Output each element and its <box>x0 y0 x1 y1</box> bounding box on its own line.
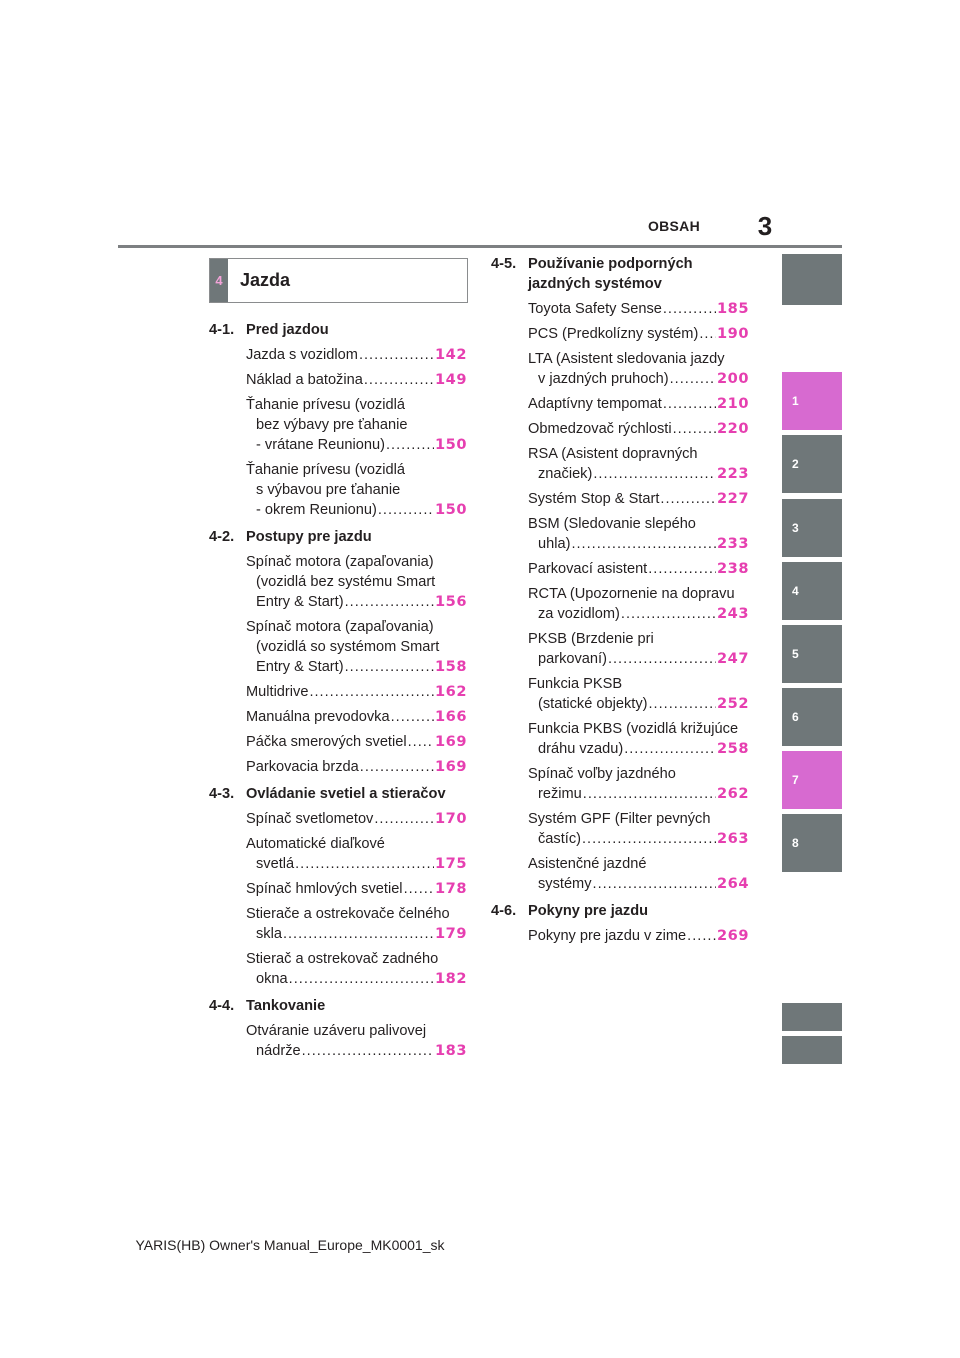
chapter-tab-6[interactable]: 6 <box>782 688 842 746</box>
section-box <box>209 258 468 303</box>
toc-page-number[interactable]: 149 <box>435 371 467 388</box>
toc-group-title: Pokyny pre jazdu <box>528 903 649 919</box>
dot-leader <box>374 809 434 829</box>
toc-entry-last-line <box>528 784 749 804</box>
toc-left-column <box>209 320 467 1068</box>
toc-page-number[interactable]: 150 <box>435 436 467 453</box>
toc-entry-text: Toyota Safety Sense <box>528 301 662 317</box>
toc-entry[interactable] <box>528 764 749 804</box>
toc-entry-last-line <box>246 809 467 829</box>
toc-entry-text: RSA (Asistent dopravných <box>528 446 698 462</box>
dot-leader <box>649 694 717 714</box>
toc-entry-text: parkovaní) <box>538 651 607 667</box>
toc-entry-last-line <box>246 757 467 777</box>
toc-entry-text: Obmedzovač rýchlosti <box>528 421 672 437</box>
toc-group-title: Používanie podporných jazdných systémov <box>528 256 693 292</box>
toc-entry-text: Funkcia PKSB <box>528 676 623 692</box>
toc-entry-text: Funkcia PKBS (vozidlá križujúce <box>528 721 739 737</box>
toc-entry-last-line <box>246 370 467 390</box>
toc-page-number[interactable]: 175 <box>435 855 467 872</box>
toc-entry-last-line <box>246 657 467 677</box>
toc-entry[interactable] <box>528 584 749 624</box>
dot-leader <box>571 534 716 554</box>
toc-entry[interactable] <box>246 879 467 899</box>
toc-group-number: 4-5. <box>491 256 517 272</box>
toc-group-title: Pred jazdou <box>246 322 329 338</box>
toc-entry[interactable] <box>246 345 467 365</box>
toc-entry-text: (statické objekty) <box>538 696 648 712</box>
toc-entry-text: v jazdných pruhoch) <box>538 371 669 387</box>
dot-leader <box>309 682 434 702</box>
toc-entry-last-line <box>246 1041 467 1061</box>
toc-entry-last-line <box>246 732 467 752</box>
toc-entry[interactable] <box>246 949 467 989</box>
toc-entry[interactable] <box>528 854 749 894</box>
toc-entry-text: svetlá <box>256 856 295 872</box>
toc-entry-text: bez výbavy pre ťahanie <box>256 417 408 433</box>
toc-entry-text: Páčka smerových svetiel <box>246 734 407 750</box>
toc-entry[interactable] <box>528 489 749 509</box>
toc-page-number[interactable]: 183 <box>435 1042 467 1059</box>
toc-entry-text: Parkovacia brzda <box>246 759 359 775</box>
dot-leader <box>345 657 434 677</box>
toc-entry[interactable] <box>528 514 749 554</box>
toc-page-number[interactable]: 179 <box>435 925 467 942</box>
toc-page-number[interactable]: 263 <box>717 830 749 847</box>
dot-leader <box>593 874 717 894</box>
toc-group-heading <box>209 320 467 340</box>
toc-group <box>491 901 749 946</box>
toc-right-column <box>491 254 749 953</box>
toc-entry-last-line <box>528 874 749 894</box>
dot-leader <box>345 592 434 612</box>
toc-entry-text: nádrže <box>256 1043 301 1059</box>
dot-leader <box>408 732 434 752</box>
toc-group-heading <box>491 901 749 921</box>
toc-entry[interactable] <box>528 349 749 389</box>
toc-entry-text: značiek) <box>538 466 593 482</box>
toc-entry[interactable] <box>246 809 467 829</box>
toc-entry-last-line <box>246 435 467 455</box>
toc-entry[interactable] <box>528 394 749 414</box>
toc-entry[interactable] <box>528 559 749 579</box>
toc-entry-text: Pokyny pre jazdu v zime <box>528 928 687 944</box>
toc-page-number[interactable]: 190 <box>717 325 749 342</box>
header-rule <box>118 245 842 248</box>
toc-entry-text: Entry & Start) <box>256 594 344 610</box>
toc-entry-last-line <box>246 969 467 989</box>
toc-group-title: Ovládanie svetiel a stieračov <box>246 786 446 802</box>
toc-entry-last-line <box>246 854 467 874</box>
toc-page-number[interactable]: 169 <box>435 733 467 750</box>
toc-group-number: 4-4. <box>209 998 235 1014</box>
toc-group-title: Tankovanie <box>246 998 326 1014</box>
toc-entry[interactable] <box>246 460 467 520</box>
dot-leader <box>302 1041 434 1061</box>
toc-entry-text: - vrátane Reunionu) <box>256 437 385 453</box>
chapter-tab-blank[interactable] <box>782 254 842 305</box>
toc-page-number[interactable]: 158 <box>435 658 467 675</box>
toc-entry[interactable] <box>528 324 749 344</box>
dot-leader <box>663 299 716 319</box>
toc-entry-last-line <box>528 464 749 484</box>
toc-page-number[interactable]: 150 <box>435 501 467 518</box>
toc-entry-last-line <box>528 739 749 759</box>
toc-entry[interactable] <box>246 834 467 874</box>
toc-entry-text: LTA (Asistent sledovania jazdy <box>528 351 725 367</box>
toc-entry-text: Asistenčné jazdné <box>528 856 647 872</box>
dot-leader <box>283 924 434 944</box>
toc-page-number[interactable]: 156 <box>435 593 467 610</box>
toc-entry-text: Manuálna prevodovka <box>246 709 390 725</box>
header-title: OBSAH <box>647 218 700 234</box>
toc-entry[interactable] <box>528 444 749 484</box>
toc-entry-text: dráhu vzadu) <box>538 741 624 757</box>
toc-entry-text: PCS (Predkolízny systém) <box>528 326 699 342</box>
toc-entry-text: Otváranie uzáveru palivovej <box>246 1023 427 1039</box>
toc-entry-text: Spínač hmlových svetiel <box>246 881 403 897</box>
dot-leader <box>660 489 716 509</box>
toc-entry-last-line <box>246 682 467 702</box>
toc-entry-last-line <box>528 649 749 669</box>
chapter-tab-1[interactable]: 1 <box>782 372 842 430</box>
toc-entry-text: (vozidlá bez systému Smart <box>256 574 436 590</box>
toc-page-number[interactable]: 185 <box>717 300 749 317</box>
toc-entry-last-line <box>246 707 467 727</box>
toc-entry[interactable] <box>246 682 467 702</box>
toc-page-number[interactable]: 170 <box>435 810 467 827</box>
dot-leader <box>582 829 716 849</box>
toc-entry-text: režimu <box>538 786 582 802</box>
toc-entry[interactable] <box>528 299 749 319</box>
toc-entry-text: uhla) <box>538 536 571 552</box>
toc-page-number[interactable]: 243 <box>717 605 749 622</box>
toc-entry[interactable] <box>246 370 467 390</box>
toc-entry-last-line <box>528 694 749 714</box>
toc-page-number[interactable]: 264 <box>717 875 749 892</box>
toc-entry-text: BSM (Sledovanie slepého <box>528 516 696 532</box>
toc-entry-text: PKSB (Brzdenie pri <box>528 631 654 647</box>
toc-group-number: 4-3. <box>209 786 235 802</box>
toc-entry[interactable] <box>246 707 467 727</box>
toc-page-number[interactable]: 262 <box>717 785 749 802</box>
toc-page-number[interactable]: 247 <box>717 650 749 667</box>
toc-page-number[interactable]: 227 <box>717 490 749 507</box>
toc-group <box>209 784 467 989</box>
toc-entry-text: Adaptívny tempomat <box>528 396 662 412</box>
toc-entry[interactable] <box>528 674 749 714</box>
toc-entry-text: - okrem Reunionu) <box>256 502 377 518</box>
dot-leader <box>378 500 434 520</box>
chapter-tab-8[interactable]: 8 <box>782 814 842 872</box>
toc-entry[interactable] <box>528 629 749 669</box>
chapter-tab-3[interactable]: 3 <box>782 499 842 557</box>
toc-entry-text: Systém GPF (Filter pevných <box>528 811 711 827</box>
toc-page-number[interactable]: 210 <box>717 395 749 412</box>
toc-entry[interactable] <box>528 926 749 946</box>
toc-entry-last-line <box>246 592 467 612</box>
toc-entry-last-line <box>528 829 749 849</box>
toc-entry-last-line <box>528 604 749 624</box>
dot-leader <box>699 324 716 344</box>
dot-leader <box>364 370 434 390</box>
toc-entry-text: Parkovací asistent <box>528 561 648 577</box>
dot-leader <box>391 707 434 727</box>
toc-entry[interactable] <box>246 617 467 677</box>
toc-group-heading <box>209 996 467 1016</box>
toc-entry-text: Stierače a ostrekovače čelného <box>246 906 450 922</box>
toc-entry[interactable] <box>528 419 749 439</box>
toc-entry-last-line <box>528 394 749 414</box>
toc-group <box>209 320 467 520</box>
toc-entry-text: Jazda s vozidlom <box>246 347 358 363</box>
dot-leader <box>404 879 434 899</box>
toc-page-number[interactable]: 162 <box>435 683 467 700</box>
toc-entry-last-line <box>528 419 749 439</box>
toc-entry-text: (vozidlá so systémom Smart <box>256 639 440 655</box>
toc-page-number[interactable]: 252 <box>717 695 749 712</box>
toc-entry-last-line <box>528 559 749 579</box>
footer-text: YARIS(HB) Owner's Manual_Europe_MK0001_sk <box>135 1237 445 1253</box>
page-number: 3 <box>757 211 773 241</box>
dot-leader <box>608 649 716 669</box>
toc-entry[interactable] <box>246 904 467 944</box>
dot-leader <box>359 345 434 365</box>
dot-leader <box>593 464 716 484</box>
toc-group <box>209 527 467 777</box>
toc-group-number: 4-1. <box>209 322 235 338</box>
toc-group-number: 4-2. <box>209 529 235 545</box>
toc-entry[interactable] <box>528 809 749 849</box>
dot-leader <box>673 419 716 439</box>
toc-page-number[interactable]: 220 <box>717 420 749 437</box>
toc-group <box>491 254 749 894</box>
toc-entry-text: Stierač a ostrekovač zadného <box>246 951 439 967</box>
dot-leader <box>670 369 716 389</box>
toc-entry-text: Spínač svetlometov <box>246 811 374 827</box>
toc-entry-last-line <box>246 345 467 365</box>
dot-leader <box>621 604 716 624</box>
toc-entry[interactable] <box>528 719 749 759</box>
toc-page-number[interactable]: 269 <box>717 927 749 944</box>
section-number: 4 <box>210 259 228 302</box>
dot-leader <box>360 757 434 777</box>
toc-entry-text: RCTA (Upozornenie na dopravu <box>528 586 735 602</box>
toc-entry-text: Náklad a batožina <box>246 372 363 388</box>
toc-page-number[interactable]: 178 <box>435 880 467 897</box>
toc-group-heading <box>491 254 749 294</box>
toc-entry[interactable] <box>246 1021 467 1061</box>
chapter-tab-5[interactable]: 5 <box>782 625 842 683</box>
chapter-tab-7[interactable]: 7 <box>782 751 842 809</box>
toc-entry-text: s výbavou pre ťahanie <box>256 482 401 498</box>
toc-entry[interactable] <box>246 732 467 752</box>
toc-entry-text: Multidrive <box>246 684 309 700</box>
toc-entry-text: Automatické diaľkové <box>246 836 385 852</box>
toc-entry-last-line <box>246 924 467 944</box>
toc-entry-last-line <box>528 324 749 344</box>
toc-group-title: Postupy pre jazdu <box>246 529 372 545</box>
toc-entry-last-line <box>246 879 467 899</box>
dot-leader <box>289 969 434 989</box>
toc-entry-text: Ťahanie prívesu (vozidlá <box>246 462 405 478</box>
toc-group-heading <box>209 784 467 804</box>
toc-entry-text: za vozidlom) <box>538 606 620 622</box>
toc-page-number[interactable]: 166 <box>435 708 467 725</box>
toc-entry-text: Entry & Start) <box>256 659 344 675</box>
toc-entry-text: Ťahanie prívesu (vozidlá <box>246 397 405 413</box>
toc-entry-last-line <box>528 926 749 946</box>
toc-page-number[interactable]: 223 <box>717 465 749 482</box>
toc-page-number[interactable]: 238 <box>717 560 749 577</box>
dot-leader <box>583 784 716 804</box>
toc-entry-text: Spínač motora (zapaľovania) <box>246 619 434 635</box>
dot-leader <box>295 854 434 874</box>
toc-entry[interactable] <box>246 552 467 612</box>
chapter-tab-4[interactable]: 4 <box>782 562 842 620</box>
dot-leader <box>687 926 716 946</box>
toc-entry-last-line <box>528 369 749 389</box>
toc-group <box>209 996 467 1061</box>
dot-leader <box>386 435 434 455</box>
toc-page-number[interactable]: 182 <box>435 970 467 987</box>
toc-entry-last-line <box>528 489 749 509</box>
chapter-tab-2[interactable]: 2 <box>782 435 842 493</box>
dot-leader <box>624 739 716 759</box>
toc-entry-text: častíc) <box>538 831 581 847</box>
toc-entry[interactable] <box>246 395 467 455</box>
toc-entry-text: skla <box>256 926 282 942</box>
dot-leader <box>648 559 716 579</box>
section-title: Jazda <box>240 270 291 290</box>
toc-page-number[interactable]: 233 <box>717 535 749 552</box>
toc-entry-text: Systém Stop & Start <box>528 491 660 507</box>
chapter-tab-blank[interactable] <box>782 1003 842 1031</box>
toc-page-number[interactable]: 200 <box>717 370 749 387</box>
toc-group-heading <box>209 527 467 547</box>
toc-entry-last-line <box>528 534 749 554</box>
toc-page-number[interactable]: 258 <box>717 740 749 757</box>
toc-entry[interactable] <box>246 757 467 777</box>
toc-entry-text: Spínač voľby jazdného <box>528 766 676 782</box>
toc-entry-last-line <box>528 299 749 319</box>
toc-entry-last-line <box>246 500 467 520</box>
toc-group-number: 4-6. <box>491 903 517 919</box>
toc-entry-text: systémy <box>538 876 592 892</box>
dot-leader <box>663 394 716 414</box>
toc-page-number[interactable]: 142 <box>435 346 467 363</box>
toc-page-number[interactable]: 169 <box>435 758 467 775</box>
toc-entry-text: Spínač motora (zapaľovania) <box>246 554 434 570</box>
toc-entry-text: okna <box>256 971 288 987</box>
chapter-tab-blank[interactable] <box>782 1036 842 1064</box>
